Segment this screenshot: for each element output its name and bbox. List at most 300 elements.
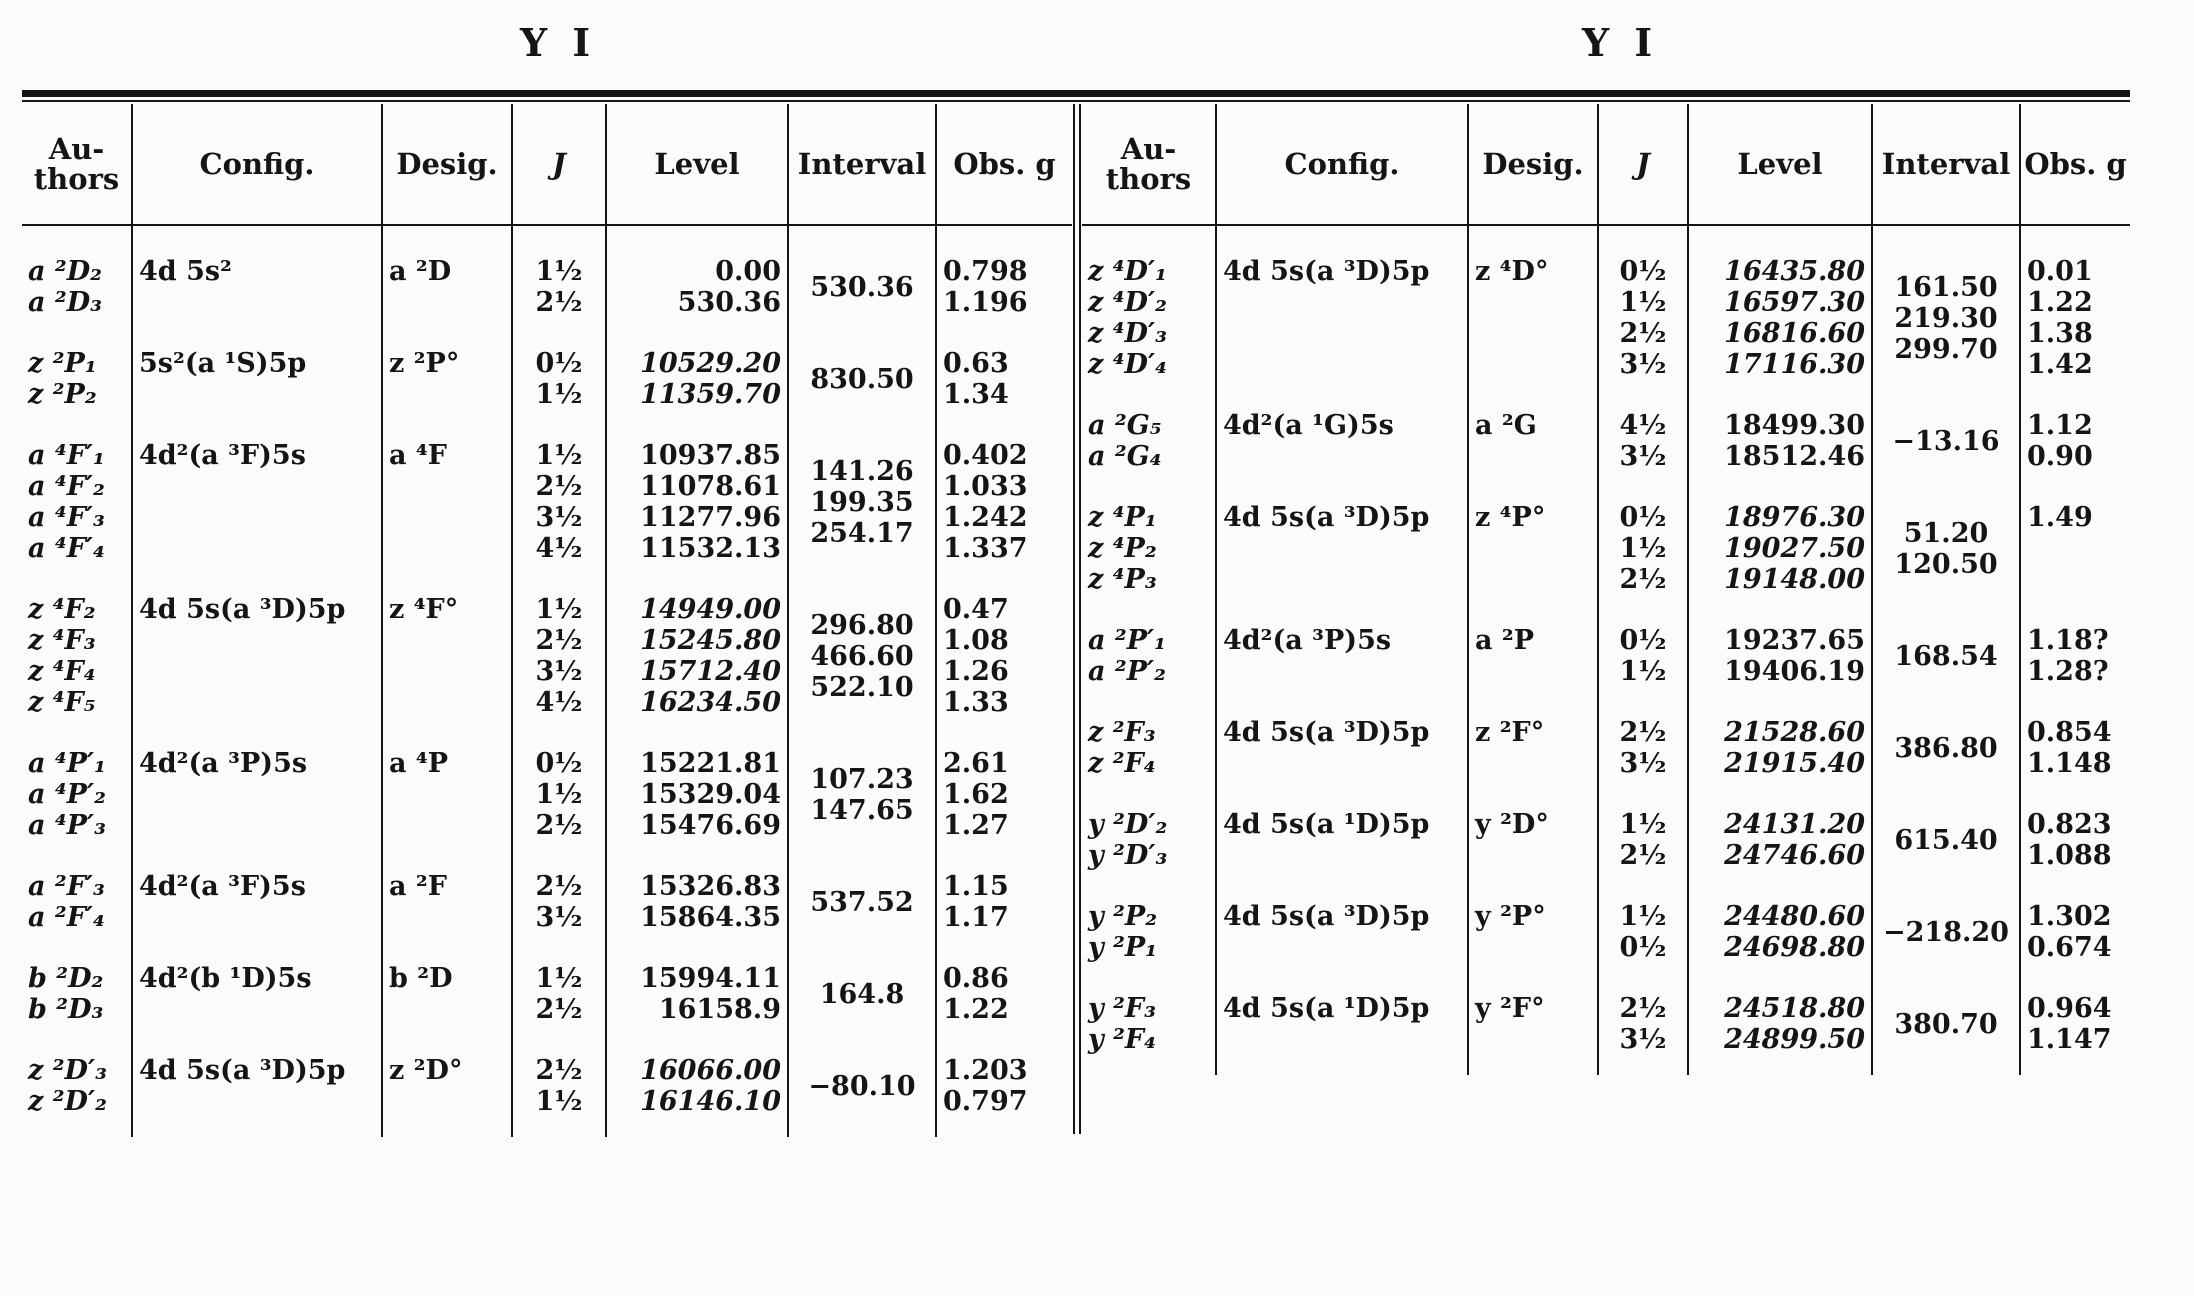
level-cell-line: 16066.00 <box>640 1055 781 1086</box>
j-cell-line: 1½ <box>1619 901 1667 932</box>
obs-g-cell <box>936 953 1072 1045</box>
interval-cell <box>788 953 936 1045</box>
j-cell-line: 2½ <box>535 994 583 1025</box>
level-cell <box>1688 492 1872 615</box>
level-cell <box>1688 891 1872 983</box>
interval-cell-line: 386.80 <box>1894 732 1998 764</box>
authors-cell-line: z ⁴F₄ <box>28 656 96 687</box>
table-row <box>22 953 1072 1045</box>
authors-cell-line: y ²F₃ <box>1088 993 1156 1024</box>
authors-cell-line: a ²G₅ <box>1088 410 1162 441</box>
header-level: Level <box>606 104 788 225</box>
desig-cell <box>1468 707 1598 799</box>
authors-cell <box>22 225 132 338</box>
desig-cell <box>1468 799 1598 891</box>
level-cell <box>1688 799 1872 891</box>
authors-cell-line: a ⁴P′₂ <box>28 779 106 810</box>
authors-cell-line: z ⁴F₅ <box>28 687 96 718</box>
table-header-row <box>22 104 1072 225</box>
authors-cell-line: y ²D′₃ <box>1088 840 1168 871</box>
level-cell-line: 21528.60 <box>1724 717 1865 748</box>
authors-cell <box>22 953 132 1045</box>
authors-cell <box>22 861 132 953</box>
level-cell-line: 15476.69 <box>640 810 781 841</box>
authors-cell <box>22 584 132 738</box>
interval-cell <box>788 861 936 953</box>
level-cell-line: 24480.60 <box>1724 901 1865 932</box>
obs-g-cell-line: 1.42 <box>2027 349 2093 380</box>
config-cell <box>1216 615 1468 707</box>
header-desig: Desig. <box>1468 104 1598 225</box>
authors-cell <box>1082 492 1216 615</box>
obs-g-cell <box>936 861 1072 953</box>
interval-cell <box>788 225 936 338</box>
j-cell-line: 3½ <box>1619 748 1667 779</box>
level-cell-line: 16234.50 <box>640 687 781 718</box>
obs-g-cell <box>936 1045 1072 1137</box>
obs-g-cell-line: 1.302 <box>2027 901 2112 932</box>
desig-cell <box>382 584 512 738</box>
interval-cell <box>1872 891 2020 983</box>
authors-cell-line: z ⁴P₂ <box>1088 533 1157 564</box>
level-cell-line: 10529.20 <box>640 348 781 379</box>
desig-cell <box>1468 891 1598 983</box>
authors-cell <box>1082 615 1216 707</box>
table-row <box>22 338 1072 430</box>
config-text: 4d²(a ³P)5s <box>139 748 308 779</box>
authors-cell-line: a ²D₂ <box>28 256 102 287</box>
j-cell-line: 1½ <box>1619 533 1667 564</box>
authors-cell <box>1082 983 1216 1075</box>
j-cell <box>512 584 606 738</box>
j-cell <box>512 953 606 1045</box>
authors-cell-line: z ²F₃ <box>1088 717 1156 748</box>
obs-g-cell-line: 1.15 <box>943 871 1009 902</box>
header-authors: Au-thors <box>1082 104 1216 225</box>
authors-cell-line: a ⁴P′₁ <box>28 748 106 779</box>
obs-g-cell-line: 1.147 <box>2027 1024 2112 1055</box>
obs-g-cell-line: 1.18? <box>2027 625 2109 656</box>
j-cell-line: 1½ <box>535 963 583 994</box>
interval-cell-line: 380.70 <box>1894 1008 1998 1040</box>
interval-cell-line: 296.80 <box>810 609 914 641</box>
header-obs-g: Obs. g <box>936 104 1072 225</box>
obs-g-cell <box>2020 707 2130 799</box>
desig-text: a ²G <box>1475 410 1537 441</box>
obs-g-cell <box>2020 225 2130 400</box>
obs-g-cell-line: 1.22 <box>943 994 1009 1025</box>
interval-cell-line: −218.20 <box>1883 916 2009 948</box>
j-cell-line: 4½ <box>535 687 583 718</box>
config-cell <box>132 953 382 1045</box>
obs-g-cell-line: 0.47 <box>943 594 1009 625</box>
authors-cell-line: z ⁴P₃ <box>1088 564 1157 595</box>
level-cell-line: 11359.70 <box>640 379 781 410</box>
authors-cell-line: z ²D′₂ <box>28 1086 107 1117</box>
table-row <box>1082 707 2130 799</box>
table-row <box>1082 891 2130 983</box>
level-cell <box>606 225 788 338</box>
config-text: 4d 5s(a ¹D)5p <box>1223 993 1430 1024</box>
config-cell <box>132 338 382 430</box>
j-cell-line: 1½ <box>535 779 583 810</box>
desig-text: z ²F° <box>1475 717 1545 748</box>
authors-cell <box>22 338 132 430</box>
level-cell-line: 19027.50 <box>1724 533 1865 564</box>
interval-cell <box>1872 492 2020 615</box>
desig-text: z ⁴P° <box>1475 502 1546 533</box>
table-row <box>22 225 1072 338</box>
j-cell-line: 2½ <box>535 810 583 841</box>
desig-text: z ⁴D° <box>1475 256 1549 287</box>
j-cell <box>1598 225 1688 400</box>
desig-cell <box>1468 492 1598 615</box>
header-authors: Au-thors <box>22 104 132 225</box>
interval-cell <box>788 338 936 430</box>
config-text: 4d²(a ³F)5s <box>139 440 306 471</box>
level-cell-line: 16435.80 <box>1724 256 1865 287</box>
authors-cell-line: z ⁴P₁ <box>1088 502 1157 533</box>
j-cell-line: 2½ <box>1619 840 1667 871</box>
authors-cell-line: y ²F₄ <box>1088 1024 1156 1055</box>
j-cell <box>1598 983 1688 1075</box>
center-divider-second <box>1079 104 1081 1134</box>
header-interval: Interval <box>788 104 936 225</box>
obs-g-cell-line: 1.12 <box>2027 410 2093 441</box>
interval-cell <box>788 430 936 584</box>
level-cell-line: 19237.65 <box>1724 625 1865 656</box>
config-cell <box>132 861 382 953</box>
interval-cell-line: 537.52 <box>810 886 914 918</box>
level-cell-line: 19406.19 <box>1724 656 1865 687</box>
obs-g-cell-line: 1.242 <box>943 502 1028 533</box>
obs-g-cell-line: 0.674 <box>2027 932 2112 963</box>
j-cell <box>512 338 606 430</box>
config-cell <box>1216 225 1468 400</box>
authors-cell <box>22 1045 132 1137</box>
level-cell-line: 24131.20 <box>1724 809 1865 840</box>
j-cell <box>512 1045 606 1137</box>
obs-g-cell-line: 0.798 <box>943 256 1028 287</box>
header-config: Config. <box>132 104 382 225</box>
config-text: 4d²(a ³P)5s <box>1223 625 1392 656</box>
config-cell <box>132 225 382 338</box>
interval-cell-line: 830.50 <box>810 363 914 395</box>
authors-cell <box>1082 891 1216 983</box>
obs-g-cell-line: 0.823 <box>2027 809 2112 840</box>
obs-g-cell-line: 1.203 <box>943 1055 1028 1086</box>
desig-text: a ²P <box>1475 625 1535 656</box>
header-config: Config. <box>1216 104 1468 225</box>
level-cell-line: 24746.60 <box>1724 840 1865 871</box>
interval-cell-line: 141.26 <box>810 455 914 487</box>
j-cell-line: 0½ <box>535 748 583 779</box>
j-cell-line: 1½ <box>535 1086 583 1117</box>
table-row <box>22 430 1072 584</box>
header-level: Level <box>1688 104 1872 225</box>
table-row <box>1082 983 2130 1075</box>
obs-g-cell <box>936 225 1072 338</box>
desig-cell <box>1468 615 1598 707</box>
desig-text: y ²F° <box>1475 993 1545 1024</box>
authors-cell-line: z ⁴F₃ <box>28 625 96 656</box>
authors-cell-line: z ⁴F₂ <box>28 594 96 625</box>
interval-cell-line: 254.17 <box>810 517 914 549</box>
interval-cell-line: −80.10 <box>808 1070 916 1102</box>
j-cell-line: 2½ <box>1619 564 1667 595</box>
config-cell <box>1216 799 1468 891</box>
authors-cell-line: a ²F′₄ <box>28 902 105 933</box>
j-cell-line: 3½ <box>1619 441 1667 472</box>
authors-cell-line: y ²P₁ <box>1088 932 1158 963</box>
table-row <box>1082 225 2130 400</box>
j-cell-line: 1½ <box>535 256 583 287</box>
table-row <box>22 584 1072 738</box>
authors-cell-line: z ²D′₃ <box>28 1055 107 1086</box>
authors-cell-line: b ²D₃ <box>28 994 104 1025</box>
obs-g-cell-line: 1.337 <box>943 533 1028 564</box>
authors-cell-line: z ²P₂ <box>28 379 97 410</box>
level-cell-line: 16158.9 <box>658 994 781 1025</box>
table-row <box>1082 615 2130 707</box>
authors-cell <box>22 430 132 584</box>
j-cell-line: 1½ <box>1619 287 1667 318</box>
config-cell <box>132 1045 382 1137</box>
level-cell <box>606 430 788 584</box>
obs-g-cell-line: 0.964 <box>2027 993 2112 1024</box>
level-cell-line: 16597.30 <box>1724 287 1865 318</box>
level-cell-line: 15712.40 <box>640 656 781 687</box>
authors-cell-line: y ²D′₂ <box>1088 809 1168 840</box>
desig-text: a ⁴P <box>389 748 449 779</box>
j-cell-line: 1½ <box>535 440 583 471</box>
authors-cell-line: y ²P₂ <box>1088 901 1158 932</box>
interval-cell-line: 147.65 <box>810 794 914 826</box>
j-cell-line: 2½ <box>535 287 583 318</box>
desig-cell <box>382 225 512 338</box>
desig-text: y ²P° <box>1475 901 1546 932</box>
table-row <box>22 1045 1072 1137</box>
desig-cell <box>382 953 512 1045</box>
header-j: J <box>512 104 606 225</box>
obs-g-cell-line: 1.088 <box>2027 840 2112 871</box>
config-cell <box>132 738 382 861</box>
authors-cell <box>1082 225 1216 400</box>
j-cell-line: 0½ <box>535 348 583 379</box>
config-text: 4d 5s(a ³D)5p <box>1223 717 1430 748</box>
authors-cell-line: z ⁴D′₂ <box>1088 287 1167 318</box>
interval-cell-line: 299.70 <box>1894 333 1998 365</box>
level-cell-line: 11532.13 <box>640 533 781 564</box>
obs-g-cell-line: 1.38 <box>2027 318 2093 349</box>
obs-g-cell <box>936 584 1072 738</box>
level-cell-line: 15864.35 <box>640 902 781 933</box>
authors-cell-line: a ²D₃ <box>28 287 102 318</box>
desig-cell <box>382 738 512 861</box>
config-text: 4d 5s(a ³D)5p <box>139 594 346 625</box>
level-cell-line: 18512.46 <box>1724 441 1865 472</box>
j-cell-line: 0½ <box>1619 256 1667 287</box>
desig-cell <box>1468 400 1598 492</box>
interval-cell <box>1872 225 2020 400</box>
interval-cell <box>788 1045 936 1137</box>
authors-cell-line: a ⁴F′₂ <box>28 471 105 502</box>
level-cell <box>1688 983 1872 1075</box>
obs-g-cell-line: 1.62 <box>943 779 1009 810</box>
interval-cell <box>1872 799 2020 891</box>
page-title-right: Y I <box>1582 20 1659 65</box>
j-cell-line: 1½ <box>1619 809 1667 840</box>
config-text: 4d²(a ¹G)5s <box>1223 410 1394 441</box>
table-header-row <box>1082 104 2130 225</box>
j-cell-line: 3½ <box>535 502 583 533</box>
level-cell <box>606 584 788 738</box>
level-cell <box>606 953 788 1045</box>
j-cell <box>1598 799 1688 891</box>
desig-text: a ⁴F <box>389 440 447 471</box>
j-cell-line: 2½ <box>535 871 583 902</box>
j-cell-line: 0½ <box>1619 932 1667 963</box>
j-cell-line: 1½ <box>535 594 583 625</box>
desig-text: a ²D <box>389 256 452 287</box>
level-cell-line: 15245.80 <box>640 625 781 656</box>
level-cell <box>1688 225 1872 400</box>
desig-cell <box>1468 225 1598 400</box>
obs-g-cell-line: 1.22 <box>2027 287 2093 318</box>
config-text: 4d 5s(a ³D)5p <box>1223 256 1430 287</box>
desig-text: b ²D <box>389 963 453 994</box>
level-cell-line: 18976.30 <box>1724 502 1865 533</box>
desig-text: a ²F <box>389 871 447 902</box>
page-title-left: Y I <box>520 20 597 65</box>
interval-cell-line: 466.60 <box>810 640 914 672</box>
j-cell <box>1598 707 1688 799</box>
j-cell-line: 4½ <box>535 533 583 564</box>
level-cell-line: 15994.11 <box>640 963 781 994</box>
level-cell-line: 15221.81 <box>640 748 781 779</box>
j-cell <box>512 861 606 953</box>
j-cell <box>512 430 606 584</box>
authors-cell-line: a ⁴F′₄ <box>28 533 105 564</box>
interval-cell-line: 199.35 <box>810 486 914 518</box>
obs-g-cell-line: 2.61 <box>943 748 1009 779</box>
level-cell-line: 0.00 <box>715 256 781 287</box>
authors-cell-line: z ²F₄ <box>1088 748 1156 779</box>
j-cell-line: 0½ <box>1619 625 1667 656</box>
levels-table-left <box>22 104 1072 1137</box>
level-cell <box>606 338 788 430</box>
config-text: 4d²(b ¹D)5s <box>139 963 312 994</box>
obs-g-cell-line: 1.33 <box>943 687 1009 718</box>
desig-cell <box>382 430 512 584</box>
interval-cell-line: 615.40 <box>1894 824 1998 856</box>
top-rule <box>22 90 2130 97</box>
desig-text: z ²D° <box>389 1055 463 1086</box>
j-cell-line: 3½ <box>1619 349 1667 380</box>
obs-g-cell-line: 1.17 <box>943 902 1009 933</box>
level-cell-line: 16146.10 <box>640 1086 781 1117</box>
j-cell-line: 2½ <box>535 1055 583 1086</box>
config-cell <box>1216 492 1468 615</box>
interval-cell-line: 530.36 <box>810 271 914 303</box>
j-cell-line: 3½ <box>535 902 583 933</box>
obs-g-cell-line: 0.854 <box>2027 717 2112 748</box>
j-cell-line: 2½ <box>535 625 583 656</box>
authors-cell-line: a ²G₄ <box>1088 441 1162 472</box>
desig-cell <box>1468 983 1598 1075</box>
levels-table-right <box>1082 104 2130 1075</box>
obs-g-cell <box>936 338 1072 430</box>
obs-g-cell-line: 1.49 <box>2027 502 2093 533</box>
desig-cell <box>382 861 512 953</box>
j-cell-line: 2½ <box>535 471 583 502</box>
obs-g-cell <box>2020 983 2130 1075</box>
desig-cell <box>382 338 512 430</box>
j-cell <box>1598 492 1688 615</box>
interval-cell-line: 51.20 <box>1903 517 1989 549</box>
table-row <box>1082 400 2130 492</box>
obs-g-cell <box>2020 799 2130 891</box>
interval-cell <box>1872 707 2020 799</box>
top-rule-thin <box>22 100 2130 102</box>
interval-cell-line: 107.23 <box>810 763 914 795</box>
level-cell <box>1688 400 1872 492</box>
config-text: 4d²(a ³F)5s <box>139 871 306 902</box>
authors-cell-line: z ²P₁ <box>28 348 97 379</box>
level-cell-line: 21915.40 <box>1724 748 1865 779</box>
level-cell-line: 15329.04 <box>640 779 781 810</box>
interval-cell <box>1872 400 2020 492</box>
interval-cell-line: 164.8 <box>819 978 905 1010</box>
level-cell-line: 19148.00 <box>1724 564 1865 595</box>
obs-g-cell-line: 0.402 <box>943 440 1028 471</box>
obs-g-cell <box>2020 492 2130 615</box>
config-cell <box>1216 983 1468 1075</box>
j-cell-line: 2½ <box>1619 318 1667 349</box>
center-divider <box>1073 104 1075 1134</box>
obs-g-cell <box>2020 400 2130 492</box>
level-cell <box>606 861 788 953</box>
j-cell-line: 3½ <box>1619 1024 1667 1055</box>
interval-cell <box>788 584 936 738</box>
interval-cell-line: −13.16 <box>1892 425 2000 457</box>
obs-g-cell-line: 1.196 <box>943 287 1028 318</box>
authors-cell-line: a ²F′₃ <box>28 871 105 902</box>
level-cell <box>606 1045 788 1137</box>
level-cell-line: 18499.30 <box>1724 410 1865 441</box>
config-text: 4d 5s² <box>139 256 232 287</box>
j-cell <box>512 225 606 338</box>
j-cell-line: 2½ <box>1619 993 1667 1024</box>
obs-g-cell-line: 1.34 <box>943 379 1009 410</box>
level-cell-line: 11078.61 <box>640 471 781 502</box>
j-cell-line: 4½ <box>1619 410 1667 441</box>
authors-cell-line: a ²P′₂ <box>1088 656 1166 687</box>
level-cell <box>1688 707 1872 799</box>
obs-g-cell-line: 0.63 <box>943 348 1009 379</box>
j-cell <box>1598 615 1688 707</box>
config-cell <box>132 430 382 584</box>
level-cell-line: 24518.80 <box>1724 993 1865 1024</box>
j-cell <box>1598 891 1688 983</box>
interval-cell-line: 522.10 <box>810 671 914 703</box>
level-cell-line: 15326.83 <box>640 871 781 902</box>
j-cell-line: 1½ <box>535 379 583 410</box>
level-cell-line: 16816.60 <box>1724 318 1865 349</box>
authors-cell-line: z ⁴D′₃ <box>1088 318 1167 349</box>
table-row <box>1082 799 2130 891</box>
table-row <box>22 738 1072 861</box>
